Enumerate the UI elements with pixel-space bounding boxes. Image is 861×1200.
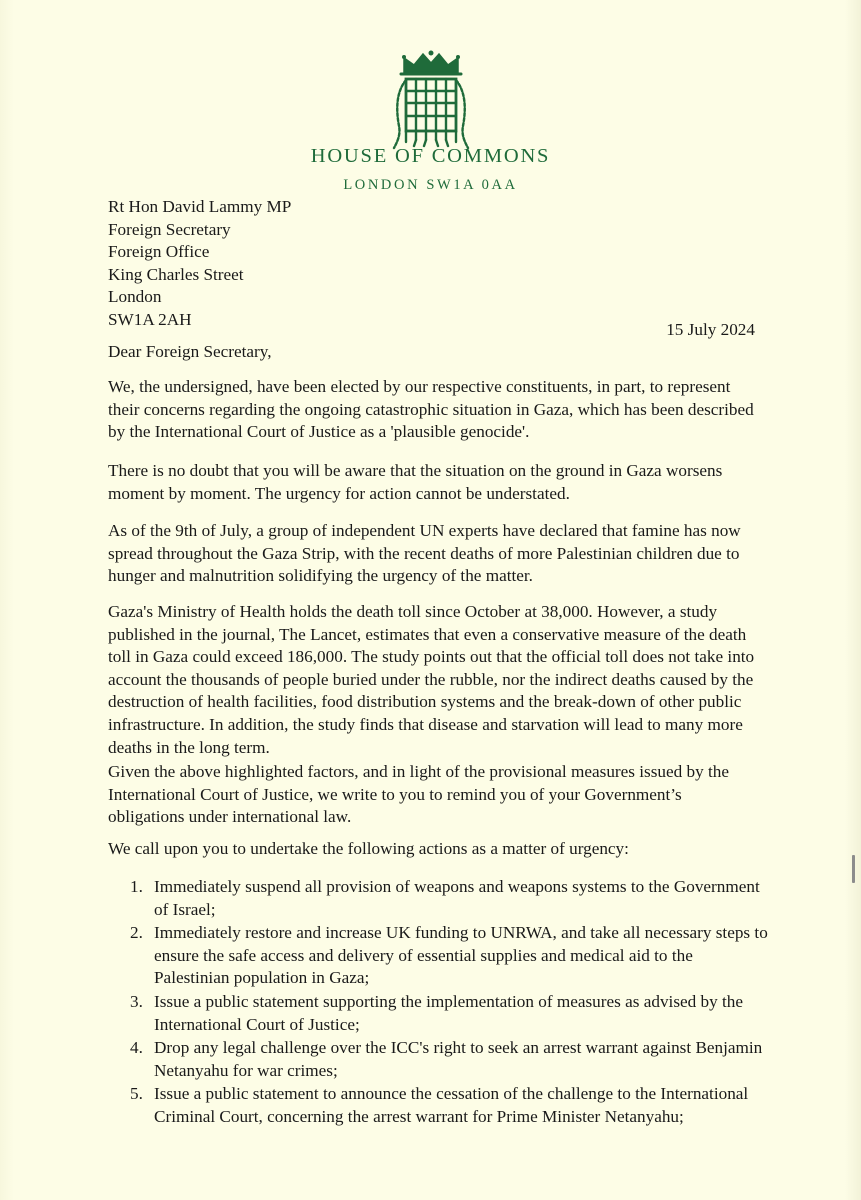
list-number: 2. bbox=[130, 923, 143, 943]
list-item bbox=[108, 1037, 768, 1082]
org-title: HOUSE OF COMMONS bbox=[310, 145, 551, 167]
list-text: Issue a public statement to announce the cessation of the challenge to the International Criminal Court, concerning the arrest warrant for Prime Minister Netanyahu; bbox=[154, 1084, 749, 1126]
paragraph: Gaza's Ministry of Health holds the death toll since October at 38,000. However, a study published in the journal, The Lancet, estimates that even a conservative measure of the death toll in Gaza could exceed 186,000. The study points out that the official toll does not take into account the thousands of people buried under the rubble, nor the indirect deaths caused by the destruction of health facilities, food distribution systems and the break-down of other public infrastructure. In addition, the study finds that disease and starvation will lead to many more deaths in the long term. bbox=[108, 602, 755, 757]
list-number: 5. bbox=[130, 1084, 143, 1104]
paragraph: We call upon you to undertake the following actions as a matter of urgency: bbox=[108, 839, 629, 858]
address-line: London bbox=[108, 287, 162, 307]
list-number: 1. bbox=[130, 877, 143, 896]
recipient-address bbox=[108, 196, 291, 332]
list-item bbox=[108, 991, 768, 1036]
list-number: 3. bbox=[130, 991, 143, 1011]
list-number: 4. bbox=[130, 1038, 143, 1058]
paragraph: As of the 9th of July, a group of independent UN experts have declared that famine has now spread throughout the Gaza Strip, with the recent deaths of more Palestinian children due to hunger and malnutrition solidifying the urgency of the matter. bbox=[108, 521, 741, 586]
paragraph: Given the above highlighted factors, and in light of the provisional measures issued by the International Court of Justice, we write to you to remind you of your Government’s obligations under international law. bbox=[108, 762, 729, 827]
list-item bbox=[108, 1083, 768, 1128]
list-text: Immediately restore and increase UK funding to UNRWA, and take all necessary steps to ensure the safe access and delivery of essential supplies and medical aid to the Palestinian population in Gaza; bbox=[154, 923, 768, 988]
paragraph: We, the undersigned, have been elected by our respective constituents, in part, to represent their concerns regarding the ongoing catastrophic situation in Gaza, which has been described by the International Court of Justice as a 'plausible genocide'. bbox=[108, 377, 754, 442]
address-line: Foreign Office bbox=[108, 242, 210, 262]
list-text: Issue a public statement supporting the implementation of measures as advised by the International Court of Justice; bbox=[154, 991, 744, 1034]
org-address: LONDON SW1A 0AA bbox=[343, 177, 518, 193]
edge-mark bbox=[852, 855, 855, 883]
paragraph: There is no doubt that you will be aware that the situation on the ground in Gaza worsens moment by moment. The urgency for action cannot be understated. bbox=[108, 461, 723, 503]
letter-date: 15 July 2024 bbox=[666, 320, 755, 339]
address-line: King Charles Street bbox=[108, 264, 244, 284]
action-list bbox=[108, 876, 768, 1129]
portcullis-crest-icon bbox=[390, 50, 472, 152]
list-item bbox=[108, 876, 768, 921]
address-line: Foreign Secretary bbox=[108, 219, 231, 239]
list-text: Immediately suspend all provision of weapons and weapons systems to the Government of Israel; bbox=[154, 877, 760, 919]
address-line: SW1A 2AH bbox=[108, 309, 192, 329]
list-item bbox=[108, 922, 768, 990]
list-text: Drop any legal challenge over the ICC's right to seek an arrest warrant against Benjamin Netanyahu for war crimes; bbox=[154, 1038, 763, 1080]
address-line: Rt Hon David Lammy MP bbox=[108, 197, 292, 216]
salutation: Dear Foreign Secretary, bbox=[108, 342, 272, 361]
